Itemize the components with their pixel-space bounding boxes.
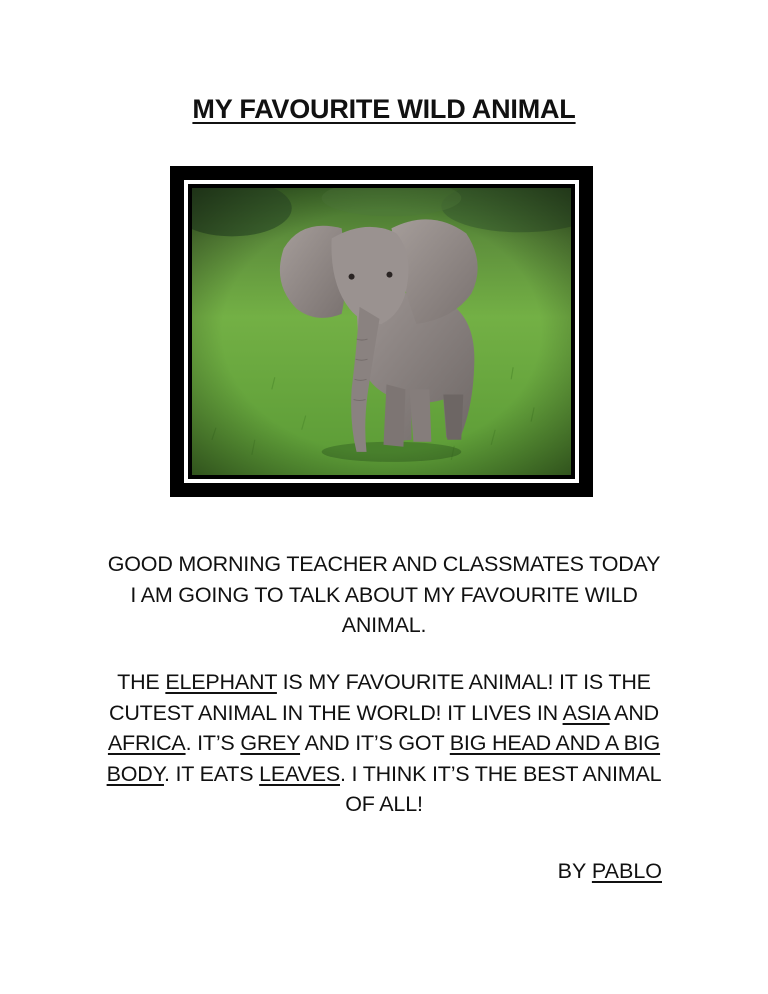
body-text: THE	[117, 670, 166, 694]
body-paragraph	[106, 667, 662, 820]
photo-frame	[170, 166, 593, 497]
underlined-word-leaves: LEAVES	[259, 761, 341, 786]
baby-elephant-photo	[192, 188, 571, 475]
underlined-phrase-big-head-body: BIG HEAD AND A BIG BODY	[106, 731, 661, 786]
byline	[558, 856, 662, 886]
underlined-word-asia: ASIA	[562, 700, 610, 725]
body-text: AND IT’S GOT	[300, 731, 450, 755]
byline-prefix: BY	[557, 859, 592, 883]
underlined-word-elephant: ELEPHANT	[165, 670, 277, 694]
page-title: MY FAVOURITE WILD ANIMAL	[192, 94, 576, 124]
body-text: AND	[609, 700, 659, 725]
intro-paragraph: GOOD MORNING TEACHER AND CLASSMATES TODAY I AM GOING TO TALK ABOUT MY FAVOURITE WILD ANIMAL.	[107, 552, 661, 637]
photo-inner-border	[184, 180, 579, 483]
body-text: . IT EATS	[163, 761, 260, 786]
underlined-word-grey: GREY	[240, 731, 301, 755]
body-text: IS MY FAVOURITE ANIMAL! IT IS THE CUTEST ANIMAL IN THE WORLD! IT LIVES IN	[109, 670, 651, 725]
body-text: . I THINK IT’S THE BEST ANIMAL OF ALL!	[340, 761, 662, 816]
author-name: PABLO	[591, 859, 662, 883]
underlined-word-africa: AFRICA	[107, 731, 186, 755]
body-text: . IT’S	[185, 731, 241, 755]
